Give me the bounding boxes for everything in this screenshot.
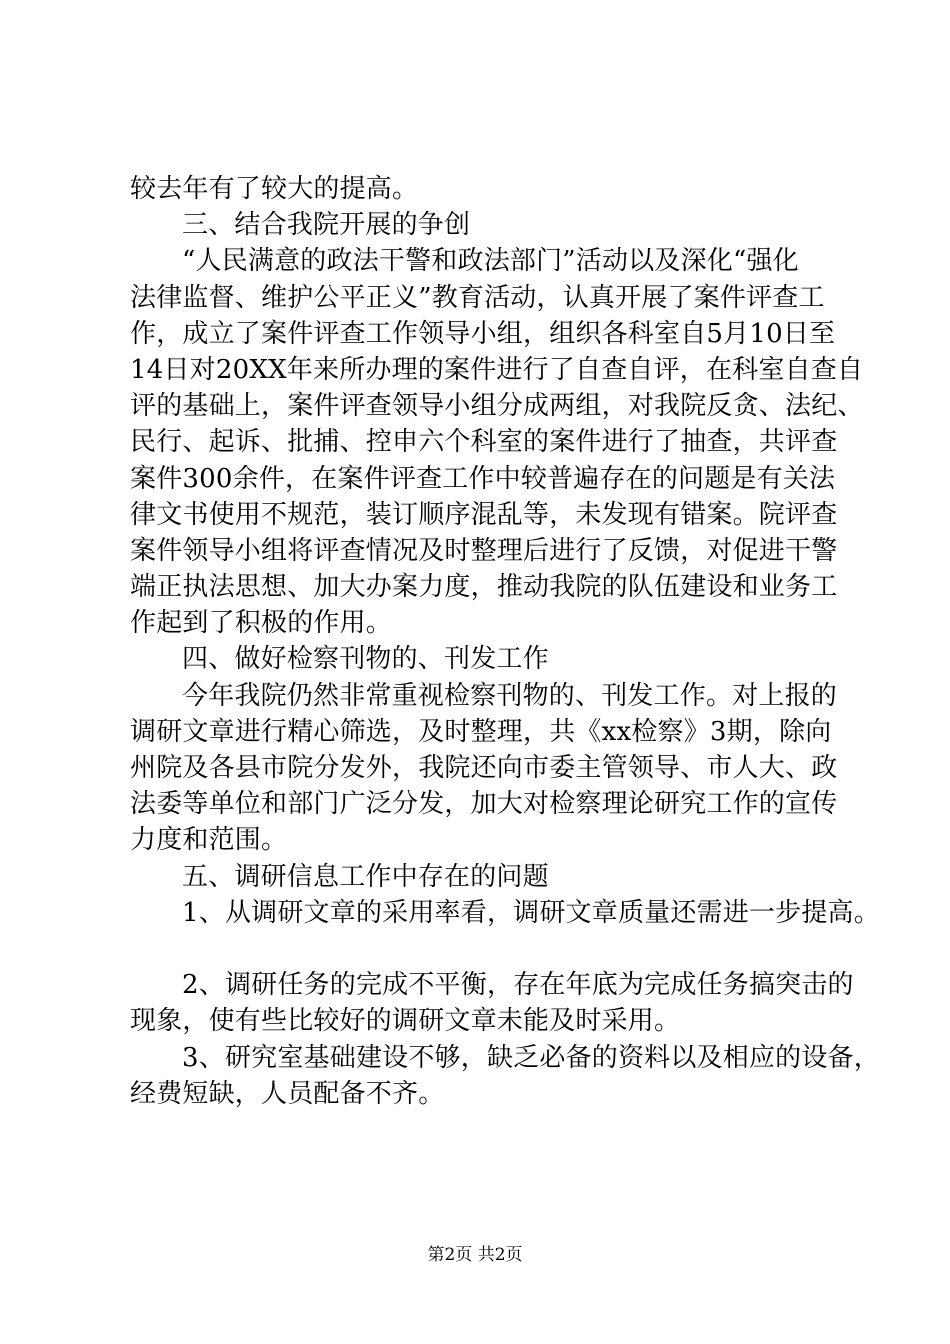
text-line: 评的基础上，案件评查领导小组分成两组，对我院反贪、法纪、 xyxy=(130,391,864,422)
text-line: 法律监督、维护公平正义”教育活动，认真开展了案件评查工 xyxy=(130,282,825,313)
list-item-2: 2、调研任务的完成不平衡，存在年底为完成任务搞突击的 xyxy=(182,970,854,1001)
text-line: 14日对20XX年来所办理的案件进行了自查自评，在科室自查自 xyxy=(130,354,864,385)
document-body xyxy=(130,171,880,1112)
text-line: 经费短缺，人员配备不齐。 xyxy=(130,1078,445,1109)
section-heading-3: 三、结合我院开展的争创 xyxy=(182,210,471,241)
text-line: 律文书使用不规范，装订顺序混乱等，未发现有错案。院评查 xyxy=(130,499,838,530)
text-line: 案件领导小组将评查情况及时整理后进行了反馈，对促进干警 xyxy=(130,535,838,566)
text-line: 作，成立了案件评查工作领导小组，组织各科室自5月10日至 xyxy=(130,318,836,349)
text-line: 作起到了积极的作用。 xyxy=(130,608,393,639)
page-number: 第2页 共2页 xyxy=(427,1245,523,1265)
text-line: 案件300余件，在案件评查工作中较普遍存在的问题是有关法 xyxy=(130,463,836,494)
section-heading-5: 五、调研信息工作中存在的问题 xyxy=(182,861,549,892)
text-line: “人民满意的政法干警和政法部门”活动以及深化“强化 xyxy=(182,246,799,277)
text-line: 民行、起诉、批捕、控申六个科室的案件进行了抽查，共评查 xyxy=(130,427,838,458)
text-line: 法委等单位和部门广泛分发，加大对检察理论研究工作的宣传 xyxy=(130,789,838,820)
text-line: 今年我院仍然非常重视检察刊物的、刊发工作。对上报的 xyxy=(182,680,838,711)
text-line: 端正执法思想、加大办案力度，推动我院的队伍建设和业务工 xyxy=(130,572,838,603)
text-line: 州院及各县市院分发外，我院还向市委主管领导、市人大、政 xyxy=(130,753,838,783)
paragraph-gap xyxy=(130,931,850,967)
list-item-1: 1、从调研文章的采用率看，调研文章质量还需进一步提高。 xyxy=(182,897,880,928)
text-line: 调研文章进行精心筛选，及时整理，共《xx检察》3期，除向 xyxy=(130,716,832,747)
page-footer xyxy=(0,1244,950,1266)
section-heading-4: 四、做好检察刊物的、刊发工作 xyxy=(182,644,549,675)
list-item-3: 3、研究室基础建设不够，缺乏必备的资料以及相应的设备， xyxy=(182,1042,880,1073)
text-line: 力度和范围。 xyxy=(130,825,288,856)
text-line: 现象，使有些比较好的调研文章未能及时采用。 xyxy=(130,1006,681,1037)
text-line: 较去年有了较大的提高。 xyxy=(130,174,419,204)
